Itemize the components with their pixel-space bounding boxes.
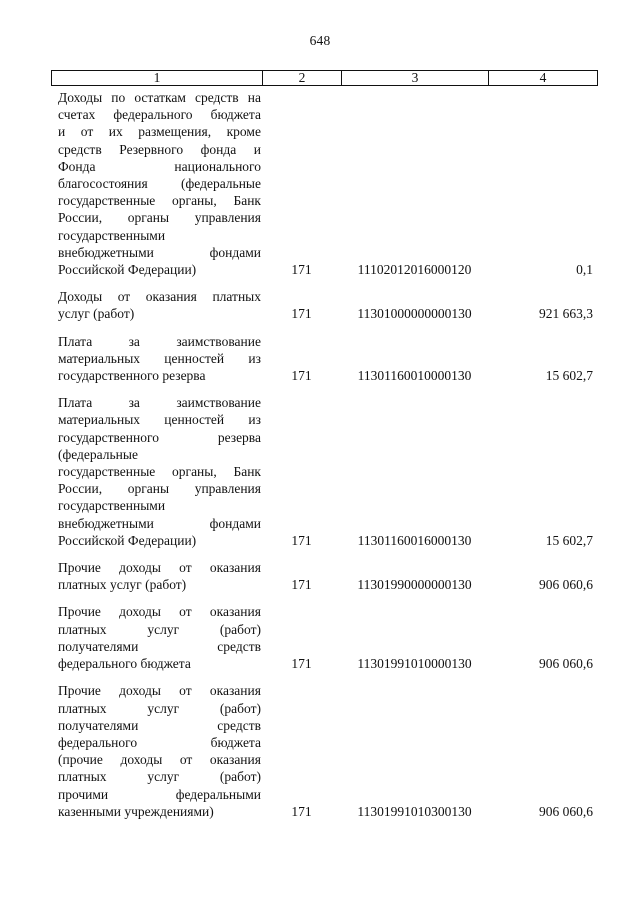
- income-name-word: услуг: [147, 621, 180, 637]
- admin-code: 171: [291, 262, 312, 278]
- income-name-word: (работ): [219, 621, 261, 637]
- income-name-word: платных: [58, 769, 107, 785]
- income-name-line: [58, 106, 261, 123]
- income-name-word: Резервного: [119, 141, 184, 157]
- income-name-word: из: [248, 412, 261, 428]
- income-name-word: средств: [217, 717, 261, 733]
- income-name-word: за: [128, 333, 140, 349]
- budget-classification-code: 11301160016000130: [357, 532, 472, 548]
- income-name-line: [58, 261, 261, 278]
- income-name-line: [58, 305, 261, 322]
- income-name-line: [58, 638, 261, 655]
- income-name-word: услуг: [147, 700, 180, 716]
- income-name-line: [58, 209, 261, 226]
- income-name-word: федерального: [113, 107, 193, 123]
- income-name-word: получателями: [58, 638, 139, 654]
- income-name-word: ценностей: [164, 350, 225, 366]
- income-name-word: от: [80, 124, 94, 140]
- income-name-word: получателями: [58, 717, 139, 733]
- income-name-word: доходы: [119, 683, 161, 699]
- income-name-word: материальных: [58, 412, 141, 428]
- income-name-word: от: [179, 752, 193, 768]
- income-name-line: [58, 655, 261, 672]
- income-name-word: органы: [127, 481, 170, 497]
- income-name-word: оказания: [145, 289, 197, 305]
- income-name-line: [58, 682, 261, 699]
- income-name-word: внебюджетными: [58, 515, 154, 531]
- income-name-line: [58, 532, 261, 549]
- income-name-word: управления: [194, 481, 261, 497]
- income-name-line: [58, 497, 261, 514]
- income-name-word: бюджета: [140, 656, 191, 672]
- amount: 906 060,6: [539, 656, 593, 672]
- income-name-word: органы,: [172, 464, 217, 480]
- income-name-line: [58, 394, 261, 411]
- income-name-line: [58, 734, 261, 751]
- income-name-word: оказания: [209, 560, 261, 576]
- income-name-word: ценностей: [164, 412, 225, 428]
- table-row: [51, 288, 598, 322]
- income-name-line: [58, 227, 261, 244]
- income-name-line: [58, 141, 261, 158]
- income-name-word: Банк: [233, 193, 261, 209]
- income-name-line: [58, 158, 261, 175]
- income-name-line: [58, 480, 261, 497]
- income-name-word: материальных: [58, 350, 141, 366]
- income-name-word: от: [179, 560, 192, 576]
- income-name-word: управления: [194, 210, 261, 226]
- income-name-word: оказания: [209, 604, 261, 620]
- income-name-word: федеральными: [175, 786, 261, 802]
- income-name: [51, 394, 262, 549]
- income-name-word: доходы: [119, 560, 161, 576]
- admin-code: 171: [291, 656, 312, 672]
- income-name-word: услуг: [147, 769, 180, 785]
- income-name-word: государственные: [58, 464, 156, 480]
- income-name-word: фонда: [200, 141, 237, 157]
- income-name-word: Российской: [58, 262, 128, 278]
- income-name-word: платных: [58, 577, 110, 593]
- income-name-word: фондами: [209, 244, 261, 260]
- income-name: [51, 559, 262, 593]
- income-name-word: Федерации): [127, 262, 197, 278]
- table-body: [51, 89, 598, 830]
- income-name-word: Федерации): [127, 532, 197, 548]
- income-name-word: России,: [58, 481, 103, 497]
- admin-code: 171: [291, 306, 312, 322]
- income-name-word: по: [111, 90, 126, 105]
- income-name-word: (прочие: [58, 752, 103, 768]
- table-row: [51, 89, 598, 278]
- income-name: [51, 89, 262, 278]
- income-name-word: и: [58, 124, 66, 140]
- amount: 15 602,7: [545, 368, 593, 384]
- header-col-1: 1: [52, 71, 263, 85]
- income-name-word: Фонда: [58, 158, 96, 174]
- income-name-word: счетах: [58, 107, 96, 123]
- income-name: [51, 288, 262, 322]
- income-name-word: федерального: [58, 734, 138, 750]
- income-name-line: [58, 350, 261, 367]
- income-name-word: Банк: [233, 464, 261, 480]
- income-name-word: (работ): [145, 577, 187, 593]
- income-name-line: [58, 603, 261, 620]
- income-name-word: платных: [212, 289, 261, 305]
- income-name: [51, 682, 262, 820]
- budget-classification-code: 11301990000000130: [357, 577, 472, 593]
- admin-code: 171: [291, 532, 312, 548]
- income-name-line: [58, 786, 261, 803]
- income-name: [51, 333, 262, 385]
- income-name-word: заимствование: [176, 333, 261, 349]
- income-name-word: бюджета: [210, 107, 261, 123]
- income-name-line: [58, 446, 261, 463]
- income-name-word: Прочие: [58, 683, 101, 699]
- income-name-line: [58, 700, 261, 717]
- income-name-word: (работ): [219, 769, 261, 785]
- amount: 0,1: [576, 262, 593, 278]
- income-name-line: [58, 515, 261, 532]
- income-name-line: [58, 333, 261, 350]
- income-name-line: [58, 192, 261, 209]
- income-name-word: казенными: [58, 803, 125, 819]
- amount: 15 602,7: [545, 532, 593, 548]
- amount: 921 663,3: [539, 306, 593, 322]
- income-name-line: [58, 717, 261, 734]
- income-name-word: оказания: [209, 752, 261, 768]
- income-name-word: Плата: [58, 333, 93, 349]
- income-name-word: и: [253, 141, 261, 157]
- income-name-word: национального: [174, 158, 261, 174]
- admin-code: 171: [291, 368, 312, 384]
- income-name-word: государственного: [58, 429, 159, 445]
- income-name-word: Плата: [58, 395, 93, 411]
- income-name-line: [58, 768, 261, 785]
- income-name-word: Доходы: [58, 90, 103, 105]
- income-name-word: доходы: [119, 604, 161, 620]
- income-name-word: резерва: [217, 429, 261, 445]
- budget-classification-code: 11301991010300130: [357, 803, 472, 819]
- table-row: [51, 394, 598, 549]
- table-row: [51, 333, 598, 385]
- income-name-word: размещения,: [138, 124, 212, 140]
- income-name-line: [58, 367, 261, 384]
- table-row: [51, 559, 598, 593]
- income-name-word: Российской: [58, 532, 128, 548]
- income-name-word: от: [179, 683, 192, 699]
- income-name-line: [58, 429, 261, 446]
- income-name-word: на: [247, 90, 261, 105]
- income-name-word: государственными: [58, 498, 166, 514]
- income-name-line: [58, 559, 261, 576]
- budget-classification-code: 11301000000000130: [357, 306, 472, 322]
- header-col-2: 2: [263, 71, 342, 85]
- income-name-line: [58, 463, 261, 480]
- income-name-line: [58, 123, 261, 140]
- income-name-word: услуг: [58, 306, 94, 322]
- income-name-word: (работ): [219, 700, 261, 716]
- income-name-word: средств: [58, 141, 102, 157]
- income-name-word: средств: [217, 638, 261, 654]
- income-name-word: благосостояния: [58, 176, 148, 192]
- budget-classification-code: 11301991010000130: [357, 656, 472, 672]
- income-name-word: за: [128, 395, 140, 411]
- income-name-word: остаткам: [134, 90, 186, 105]
- income-name-word: государственного: [58, 368, 163, 384]
- income-name-word: услуг: [109, 577, 146, 593]
- income-name-word: (федеральные: [58, 446, 138, 462]
- income-name-word: от: [179, 604, 192, 620]
- income-name: [51, 603, 262, 672]
- income-name-line: [58, 576, 261, 593]
- income-name-line: [58, 411, 261, 428]
- income-name-word: платных: [58, 621, 107, 637]
- header-col-4: 4: [539, 70, 547, 85]
- income-name-word: учреждениями): [124, 803, 214, 819]
- income-name-line: [58, 803, 261, 820]
- income-name-word: прочими: [58, 786, 109, 802]
- income-name-word: фондами: [209, 515, 261, 531]
- income-name-word: их: [108, 124, 123, 140]
- income-name-word: федерального: [58, 656, 141, 672]
- income-name-word: оказания: [209, 683, 261, 699]
- budget-classification-code: 11301160010000130: [357, 368, 472, 384]
- income-name-word: государственными: [58, 227, 166, 243]
- income-name-line: [58, 288, 261, 305]
- income-name-word: из: [248, 350, 261, 366]
- header-col-3: 3: [342, 71, 489, 85]
- income-name-word: (работ): [93, 306, 135, 322]
- income-name-word: государственные: [58, 193, 156, 209]
- income-name-line: [58, 751, 261, 768]
- income-name-word: бюджета: [210, 734, 261, 750]
- income-name-word: внебюджетными: [58, 244, 154, 260]
- income-name-word: от: [117, 289, 131, 305]
- amount: 906 060,6: [539, 803, 593, 819]
- table-row: [51, 682, 598, 820]
- income-name-word: платных: [58, 700, 107, 716]
- page-number: 648: [309, 33, 331, 48]
- admin-code: 171: [291, 803, 312, 819]
- income-name-word: Доходы: [58, 289, 103, 305]
- income-name-word: (федеральные: [181, 176, 261, 192]
- income-name-line: [58, 621, 261, 638]
- income-name-word: органы: [127, 210, 170, 226]
- income-name-word: доходы: [120, 752, 163, 768]
- income-name-word: органы,: [172, 193, 217, 209]
- income-name-line: [58, 89, 261, 106]
- table-row: [51, 603, 598, 672]
- admin-code: 171: [291, 577, 312, 593]
- amount: 906 060,6: [539, 577, 593, 593]
- budget-classification-code: 11102012016000120: [357, 262, 472, 278]
- income-name-word: заимствование: [176, 395, 261, 411]
- income-name-line: [58, 244, 261, 261]
- income-name-word: средств: [194, 90, 239, 105]
- income-name-word: Прочие: [58, 560, 101, 576]
- income-name-word: резерва: [162, 368, 206, 384]
- income-name-word: России,: [58, 210, 103, 226]
- income-name-word: Прочие: [58, 604, 101, 620]
- income-name-line: [58, 175, 261, 192]
- table-header-row: [51, 70, 598, 86]
- income-name-word: кроме: [226, 124, 261, 140]
